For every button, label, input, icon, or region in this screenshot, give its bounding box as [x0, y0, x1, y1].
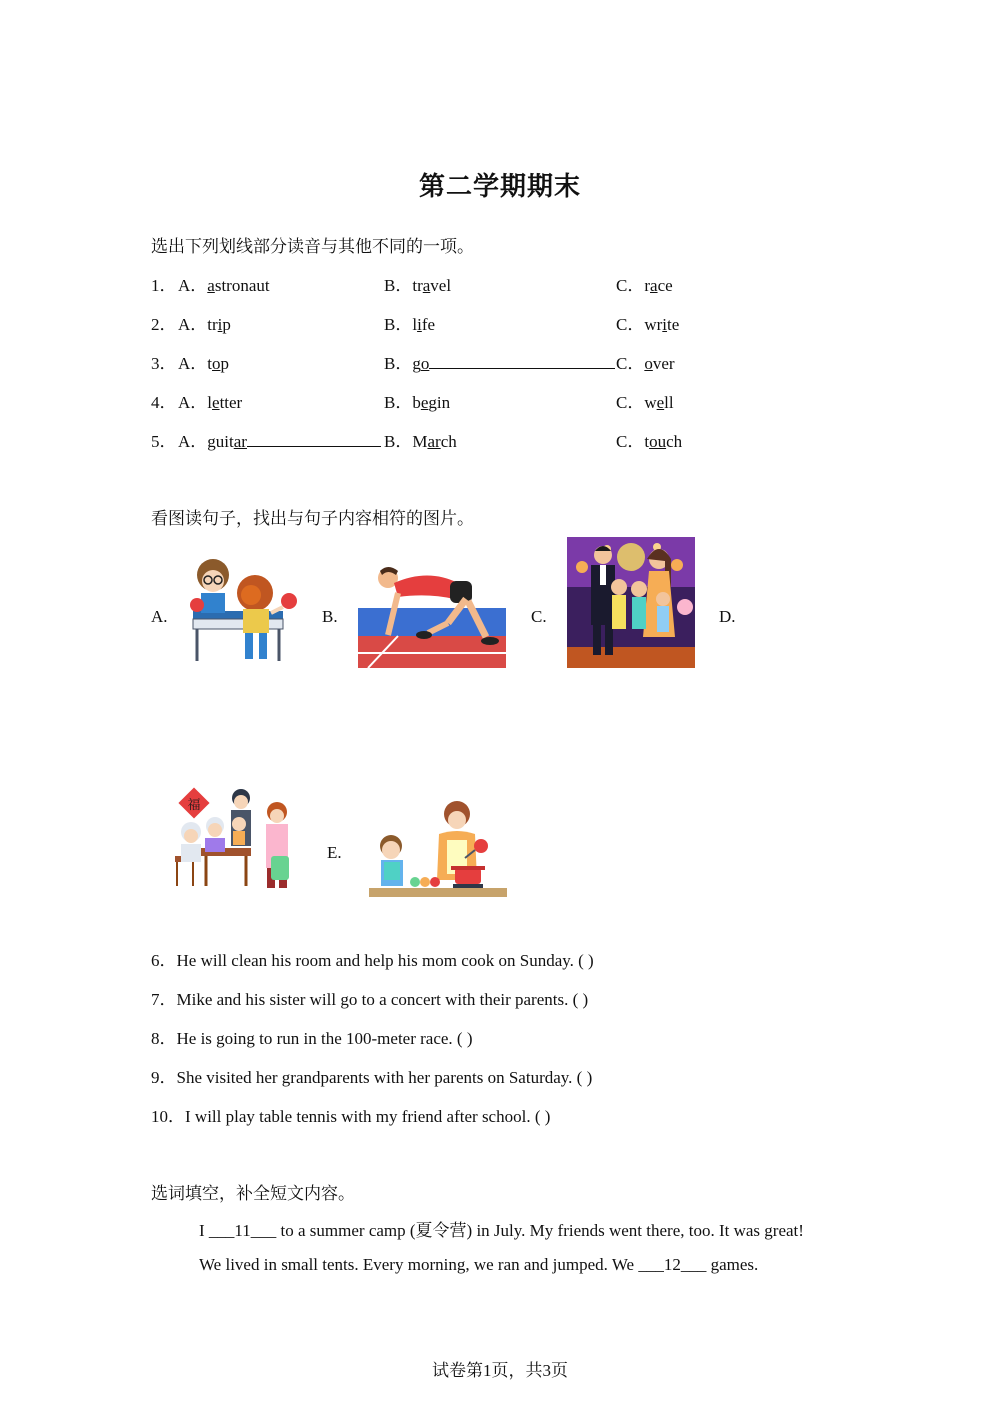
underlined-letters: a	[422, 276, 431, 295]
option-c	[616, 388, 674, 413]
sentence-item: 10．I will play table tennis with my friend after school. ( )	[151, 1107, 551, 1126]
word-part: w	[644, 393, 657, 412]
word-part: M	[412, 432, 428, 451]
underlined-letters: e	[420, 393, 429, 412]
word-part: p	[222, 315, 231, 334]
option-label: C．	[616, 276, 645, 295]
word-part: stronaut	[214, 276, 270, 295]
word-part: ce	[657, 276, 673, 295]
option-a	[178, 427, 381, 452]
section2-instruction: 看图读句子，找出与句子内容相符的图片。	[151, 509, 474, 529]
underlined-letters: e	[656, 393, 665, 412]
word-part: tr	[412, 276, 423, 295]
option-b	[384, 388, 450, 413]
underlined-letters: o	[212, 354, 221, 373]
option-c	[616, 271, 673, 296]
sentence-item: 9．She visited her grandparents with her parents on Saturday. ( )	[151, 1068, 593, 1087]
picture-grandparents-visit	[171, 786, 296, 896]
question-number: 4．	[151, 393, 177, 412]
word-part: tter	[219, 393, 243, 412]
word-part: fe	[421, 315, 436, 334]
option-label: B．	[384, 432, 413, 451]
option-a	[178, 388, 242, 413]
question-number: 1．	[151, 276, 177, 295]
underlined-letters: i	[217, 315, 223, 334]
underline-blank	[247, 430, 381, 447]
picture-label-c: C.	[531, 607, 547, 626]
picture-label-e: E.	[327, 843, 342, 862]
section3-instruction: 选词填空，补全短文内容。	[151, 1184, 355, 1204]
option-label: B．	[384, 276, 413, 295]
option-label: B．	[384, 315, 413, 334]
underlined-letters: a	[207, 276, 215, 295]
page-title: 第二学期期末	[418, 172, 581, 202]
picture-label-d: D.	[719, 607, 736, 626]
option-c	[616, 349, 675, 374]
question-number: 3．	[151, 354, 177, 373]
sentence-item: 6．He will clean his room and help his mom cook on Sunday. ( )	[151, 951, 594, 970]
word-part: r	[644, 276, 651, 295]
sentence-item: 8．He is going to run in the 100-meter race. ( )	[151, 1029, 473, 1048]
word-part: ll	[664, 393, 674, 412]
option-label: A．	[178, 276, 208, 295]
word-part: l	[207, 393, 213, 412]
option-label: A．	[178, 432, 208, 451]
option-label: C．	[616, 315, 645, 334]
underline-blank	[429, 352, 615, 369]
option-a	[178, 271, 270, 296]
option-c	[616, 427, 682, 452]
underlined-letters: ou	[649, 432, 667, 451]
option-c	[616, 310, 679, 335]
passage-line: We lived in small tents. Every morning, we ran and jumped. We ___12___ games.	[199, 1255, 759, 1274]
word-part: ch	[440, 432, 457, 451]
word-part: gin	[428, 393, 451, 412]
question-number: 5．	[151, 432, 177, 451]
option-b	[384, 310, 435, 335]
word-part: vel	[430, 276, 452, 295]
word-part: tr	[207, 315, 218, 334]
option-b	[384, 271, 451, 296]
question-number: 2．	[151, 315, 177, 334]
option-label: C．	[616, 393, 645, 412]
option-label: C．	[616, 354, 645, 373]
option-label: A．	[178, 315, 208, 334]
picture-table-tennis	[185, 553, 300, 668]
word-part: g	[412, 354, 421, 373]
underlined-letters: e	[212, 393, 220, 412]
option-b	[384, 427, 457, 452]
option-a	[178, 310, 231, 335]
word-part: b	[412, 393, 421, 412]
picture-label-b: B.	[322, 607, 338, 626]
sentence-item: 7．Mike and his sister will go to a concert with their parents. ( )	[151, 990, 589, 1009]
underlined-letters: o	[420, 354, 430, 373]
underlined-letters: o	[644, 354, 653, 373]
option-label: B．	[384, 354, 413, 373]
option-a	[178, 349, 229, 374]
passage-line: I ___11___ to a summer camp (夏令营) in July. My friends went there, too. It was great!	[199, 1221, 804, 1240]
fu-character: 福	[187, 798, 201, 813]
word-part: guit	[207, 432, 234, 451]
word-part: te	[667, 315, 680, 334]
underlined-letters: ar	[233, 432, 247, 451]
word-part: p	[220, 354, 230, 373]
word-part: t	[644, 432, 650, 451]
option-label: C．	[616, 432, 645, 451]
option-label: A．	[178, 393, 208, 412]
option-label: B．	[384, 393, 413, 412]
picture-concert-family	[567, 537, 695, 668]
underlined-letters: i	[417, 315, 422, 334]
word-part: ch	[666, 432, 683, 451]
word-part: l	[412, 315, 418, 334]
underlined-letters: i	[662, 315, 668, 334]
picture-label-a: A.	[151, 607, 168, 626]
page-footer: 试卷第1页，共3页	[432, 1361, 568, 1380]
word-part: ver	[652, 354, 675, 373]
option-b	[384, 349, 615, 374]
section1-instruction: 选出下列划线部分读音与其他不同的一项。	[151, 237, 474, 257]
picture-runner	[358, 563, 506, 668]
underlined-letters: ar	[427, 432, 441, 451]
word-part: wr	[644, 315, 663, 334]
option-label: A．	[178, 354, 208, 373]
underlined-letters: a	[650, 276, 658, 295]
word-part: t	[207, 354, 213, 373]
picture-cooking	[369, 800, 507, 900]
